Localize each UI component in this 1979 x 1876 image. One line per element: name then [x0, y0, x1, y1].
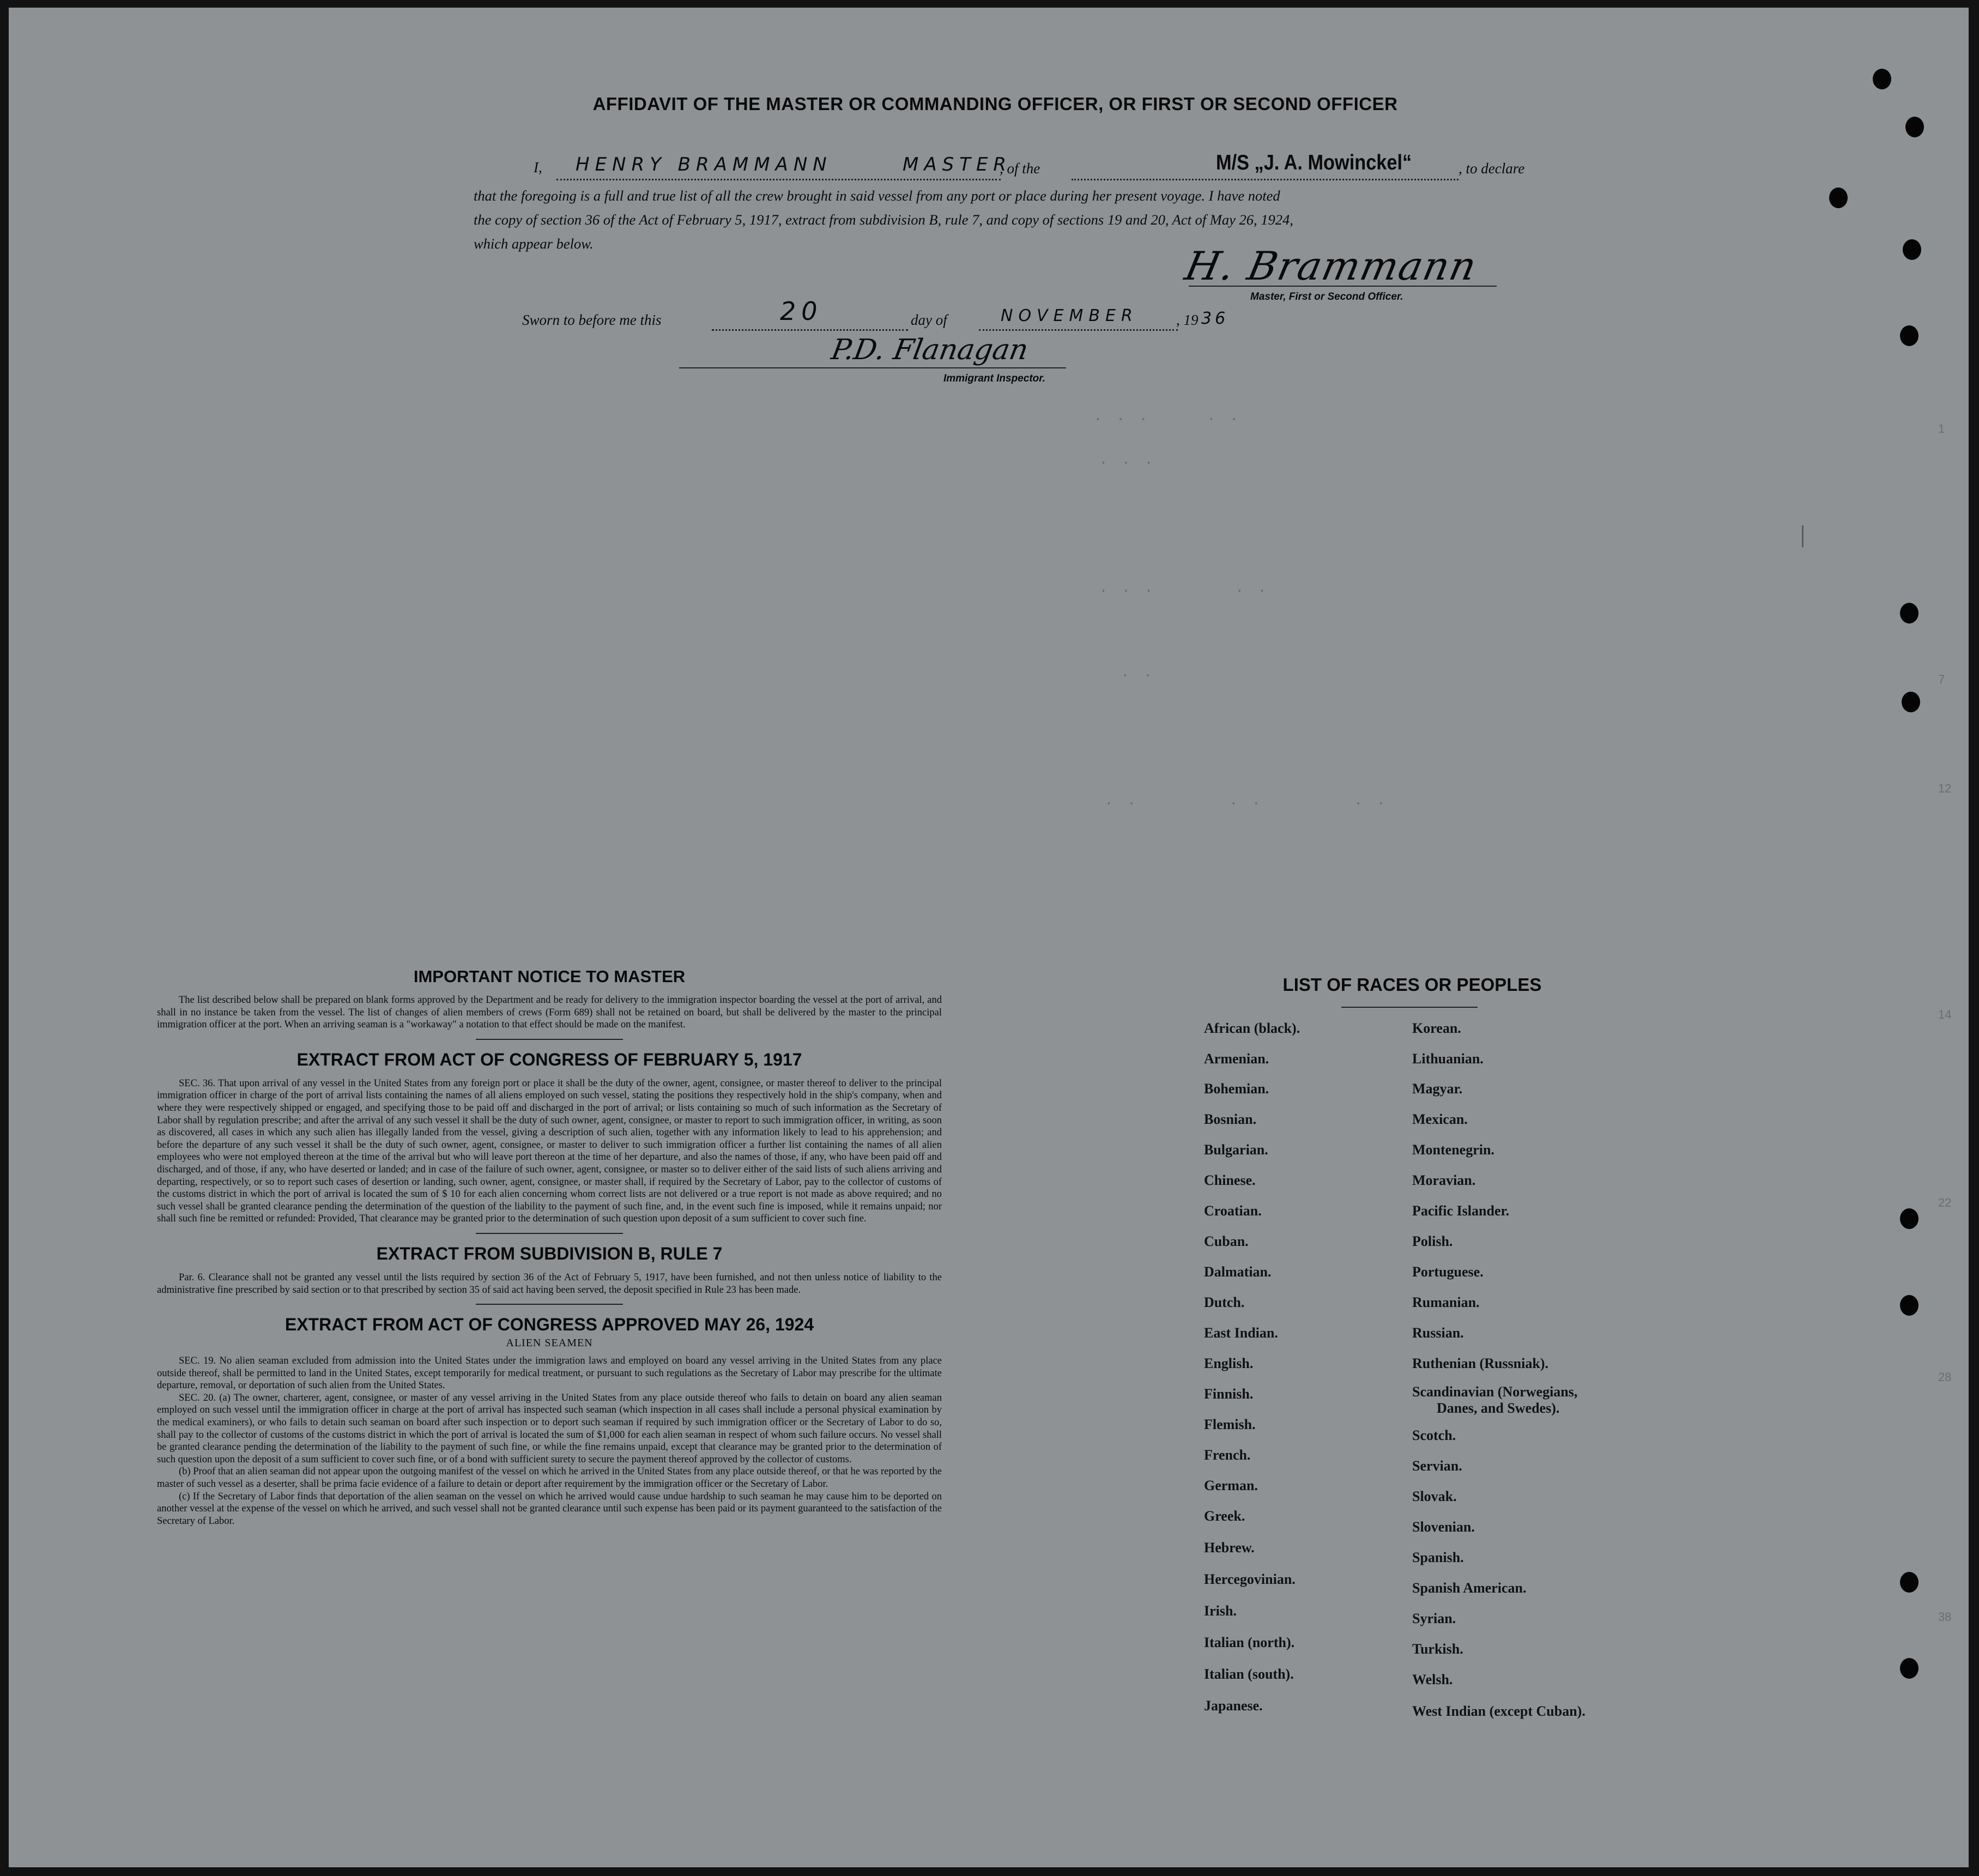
race-item: Finnish. — [1204, 1386, 1254, 1402]
section-19-text: SEC. 19. No alien seaman excluded from admission into the United States under the immigration laws and employed on board any vessel arriving in the United States from any place outside thereof, shall be permitted to land in the United States, except temporarily for medical treatment, or pursuant to such regulations as the Secretary of Labor may prescribe for the ultimate departure, removal, or deportation of such alien from the United States. — [157, 1355, 942, 1391]
day-of-label: day of — [911, 312, 947, 328]
extract-rule7-text: Par. 6. Clearance shall not be granted any vessel until the lists required by section 36 of the Act of February 5, 1917, have been furnished, and not then unless notice of liability to the administrative fine prescribed by said section or to that prescribed by section 35 of said act having been served, the deposit specified in Rule 23 has been made. — [157, 1272, 942, 1296]
race-item: Servian. — [1412, 1458, 1462, 1474]
race-item: African (black). — [1204, 1020, 1300, 1036]
race-item: Slovenian. — [1412, 1519, 1475, 1535]
race-item: Syrian. — [1412, 1611, 1456, 1626]
inspector-signature-line — [679, 367, 1066, 368]
extract-1924-body — [157, 1355, 942, 1527]
sworn-year: 36 — [1201, 309, 1229, 328]
race-item: Lithuanian. — [1412, 1051, 1484, 1067]
race-item: Spanish. — [1412, 1550, 1464, 1565]
race-item: Scotch. — [1412, 1427, 1456, 1443]
master-signature: H. Brammann — [1181, 243, 1481, 289]
sworn-day: 20 — [780, 296, 823, 326]
punch-hole — [1873, 69, 1891, 89]
race-item: Russian. — [1412, 1325, 1464, 1341]
race-item: Scandinavian (Norwegians, — [1412, 1384, 1578, 1400]
extract-1917-body — [157, 1078, 942, 1225]
punch-hole — [1900, 603, 1919, 624]
inspector-caption: Immigrant Inspector. — [943, 373, 1045, 384]
race-item: Hercegovinian. — [1204, 1571, 1296, 1587]
vessel-line — [1072, 179, 1458, 180]
master-caption: Master, First or Second Officer. — [1250, 291, 1403, 302]
race-item: Cuban. — [1204, 1233, 1249, 1249]
race-item: Irish. — [1204, 1603, 1237, 1619]
punch-hole — [1900, 1572, 1919, 1593]
race-item: Polish. — [1412, 1233, 1453, 1249]
affidavit-title: AFFIDAVIT OF THE MASTER OR COMMANDING OFFICER, OR FIRST OR SECOND OFFICER — [592, 94, 1398, 114]
race-item: Croatian. — [1204, 1203, 1262, 1219]
race-item: Armenian. — [1204, 1051, 1269, 1067]
race-item: Flemish. — [1204, 1417, 1256, 1432]
extract-1924-title: EXTRACT FROM ACT OF CONGRESS APPROVED MAY 26, 1924 — [285, 1315, 814, 1335]
race-item: Dutch. — [1204, 1294, 1245, 1310]
punch-hole — [1905, 117, 1924, 137]
punch-hole — [1900, 1295, 1919, 1316]
bleed-through-mark — [1802, 525, 1804, 547]
extract-1917-text: SEC. 36. That upon arrival of any vessel in the United States from any foreign port or place it shall be the duty of the owner, agent, consignee, or master thereof to deliver to the principal immigration officer in charge of the port of arrival lists containing the names of all aliens employed on such vessel, stating the positions they respectively hold in the ship's company, when and where they were respectively shipped or engaged, and specifying those to be paid off and discharged in the port of arrival; or lists containing so much of such information as the Secretary of Labor shall by regulation prescribe; and after the arrival of any such vessel it shall be the duty of such owner, agent, consignee, or master to report to such immigration officer, in writing, as soon as discovered, all cases in which any such alien has illegally landed from the vessel, giving a description of such alien, together with any information likely to lead to his apprehension; and before the departure of any such vessel it shall be the duty of such owner, agent, consignee, or master to deliver to such immigration officer a further list containing the names of all alien employees who were not employed thereon at the time of the arrival but who will leave port thereon at the time of her departure, and also the names of those, if any, who have been paid off and discharged, and of those, if any, who have deserted or landed; and in case of the failure of such owner, agent, consignee, or master so to deliver either of the said lists of such aliens arriving and departing, respectively, or so to report such cases of desertion or landing, such owner, agent, consignee, or master shall, if required by the Secretary of Labor, pay to the collector of customs of the customs district in which the port of arrival is located the sum of $ 10 for each alien concerning whom correct lists are not delivered or a true report is not made as above required; and no such vessel shall be granted clearance pending the determination of the question of the liability to the payment of such fine, and, in the event such fine is imposed, while it remains unpaid; nor shall such fine be remitted or refunded: Provided, That clearance may be granted prior to the determination of such question upon deposit of a sum sufficient to cover such fine. — [157, 1078, 942, 1225]
notice-text: The list described below shall be prepared on blank forms approved by the Department and be ready for delivery to the immigration inspector boarding the vessel at the port of arrival, and shall in no instance be taken from the vessel. The list of changes of alien members of crews (Form 689) shall not be retained on board, but shall be delivered by the master to the principal immigration officer at the port. When an arriving seaman is a "workaway" a notation to that effect should be made on the manifest. — [157, 995, 942, 1031]
race-item: English. — [1204, 1355, 1254, 1371]
vessel-name-stamp: M/S „J. A. Mowinckel“ — [1216, 151, 1412, 174]
punch-hole — [1900, 1658, 1919, 1679]
bleed-through-text: . . . . . — [1093, 408, 1241, 425]
section-20a-text: SEC. 20. (a) The owner, charterer, agent, consignee, or master of any vessel arriving in the United States from any place outside thereof who fails to detain on board any alien seaman employed on such vessel until the immigration officer in charge at the port of arrival has inspected such seaman (which inspection in all cases shall include a personal physical examination by the medical examiners), or who fails to detain such seaman on board after such inspection or to deport such seaman if required by such immigration officer or the Secretary of Labor to do so, shall pay to the collector of customs of the customs district in which the port of arrival is located the sum of $1,000 for each alien seaman in respect of whom such failure occurs. No vessel shall be granted clearance pending the determination of the liability to the payment of such fine, or while the fine remains unpaid, except that clearance may be granted prior to the determination of such question upon the deposit of a sum sufficient to cover such fine, or of a bond with sufficient surety to secure the payment thereof approved by the collector of customs. — [157, 1392, 942, 1465]
races-title: LIST OF RACES OR PEOPLES — [1282, 975, 1542, 995]
divider — [476, 1233, 623, 1234]
punch-hole — [1900, 1208, 1919, 1229]
race-item: German. — [1204, 1478, 1258, 1493]
race-item: Portuguese. — [1412, 1264, 1484, 1280]
punch-hole — [1902, 692, 1920, 712]
race-item: Bulgarian. — [1204, 1142, 1268, 1158]
race-item: Hebrew. — [1204, 1540, 1255, 1556]
race-item: Spanish American. — [1412, 1580, 1527, 1596]
race-item: Korean. — [1412, 1020, 1461, 1036]
notice-title: IMPORTANT NOTICE TO MASTER — [413, 967, 686, 986]
master-name-line — [556, 179, 1001, 180]
sworn-label: Sworn to before me this — [522, 312, 662, 328]
race-item: Slovak. — [1412, 1488, 1457, 1504]
statement-line: which appear below. — [474, 235, 594, 252]
punch-hole — [1900, 325, 1919, 346]
bleed-through-text: . . . — [1099, 452, 1156, 469]
statement-line: that the foregoing is a full and true list of all the crew brought in said vessel from any port or place during her present voyage. I have noted — [474, 187, 1280, 204]
pronoun: I, — [534, 159, 542, 176]
race-item: Bosnian. — [1204, 1111, 1257, 1127]
year-prefix: , 19 — [1176, 312, 1199, 328]
race-item: Pacific Islander. — [1412, 1203, 1510, 1219]
race-item: Moravian. — [1412, 1172, 1476, 1188]
races-divider — [1341, 1007, 1478, 1008]
statement-line: the copy of section 36 of the Act of February 5, 1917, extract from subdivision B, rule 7, and copy of sections 19 and 20, Act of May 26, 1924, — [474, 211, 1293, 228]
race-item: Montenegrin. — [1412, 1142, 1494, 1158]
bleed-through-text: . . . . . — [1099, 580, 1269, 597]
divider — [476, 1304, 623, 1305]
section-20c-text: (c) If the Secretary of Labor finds that deportation of the alien seaman on the vessel on which he arrived would cause undue hardship to such seaman he may cause him to be deported on another vessel at the expense of the vessel on which he arrived, and such vessel shall not be granted clearance until such expense has been paid or its payment guaranteed to the satisfaction of the Secretary of Labor. — [157, 1491, 942, 1527]
race-item: Danes, and Swedes). — [1437, 1400, 1560, 1416]
extract-rule7-title: EXTRACT FROM SUBDIVISION B, RULE 7 — [376, 1243, 723, 1263]
race-item: Italian (north). — [1204, 1635, 1295, 1650]
section-20b-text: (b) Proof that an alien seaman did not appear upon the outgoing manifest of the vessel on which he arrived in the United States from any place outside thereof, or that he was reported by the master of such vessel as a deserter, shall be prima facie evidence of a failure to detain or deport after requirement by the immigration officer or the Secretary of Labor. — [157, 1466, 942, 1490]
race-item: French. — [1204, 1447, 1251, 1463]
punch-hole — [1903, 239, 1921, 260]
race-item: Ruthenian (Russniak). — [1412, 1355, 1548, 1371]
race-item: Bohemian. — [1204, 1081, 1269, 1097]
notice-body — [157, 994, 942, 1031]
bleed-through-text: . . — [1121, 664, 1155, 681]
punch-hole — [1829, 187, 1848, 208]
race-item: Dalmatian. — [1204, 1264, 1272, 1280]
of-the-label: , of the — [1000, 160, 1040, 177]
sworn-day-line — [712, 329, 908, 331]
to-declare-label: , to declare — [1458, 160, 1525, 177]
extract-rule7-body — [157, 1272, 942, 1296]
race-item: Japanese. — [1204, 1698, 1263, 1714]
race-item: Greek. — [1204, 1508, 1245, 1524]
inspector-signature: P.D. Flanagan — [828, 334, 1031, 366]
extract-1917-title: EXTRACT FROM ACT OF CONGRESS OF FEBRUARY 5, 1917 — [296, 1049, 802, 1069]
bleed-through-text: . . . . . . — [1104, 792, 1388, 809]
sworn-month-line — [979, 329, 1178, 331]
race-item: Turkish. — [1412, 1641, 1463, 1657]
extract-1924-subtitle: ALIEN SEAMEN — [506, 1337, 593, 1349]
race-item: Chinese. — [1204, 1172, 1256, 1188]
race-item: Italian (south). — [1204, 1666, 1294, 1682]
master-name-handwritten: HENRY BRAMMANN — [576, 154, 832, 176]
race-item: Rumanian. — [1412, 1294, 1480, 1310]
race-item: East Indian. — [1204, 1325, 1278, 1341]
notices-column — [157, 967, 942, 1527]
race-item: Mexican. — [1412, 1111, 1468, 1127]
race-item: Magyar. — [1412, 1081, 1463, 1097]
sworn-month: NOVEMBER — [1001, 306, 1138, 325]
race-item: Welsh. — [1412, 1672, 1453, 1687]
race-item: West Indian (except Cuban). — [1412, 1703, 1585, 1719]
divider — [476, 1039, 623, 1040]
affidavit-sheet: . . . . . . . . . . . . . . . . . . . . . 1 7 12 14 22 28 38 AFFIDAVIT OF THE MASTER OR COMMANDING OFFICER, OR FIRST OR SECOND OFFICER I, HENRY BRAMMANN MASTER , of the M/S „J. A. Mowinckel“ , to declare that the foregoing is a full and true list of all the crew brought in said vessel from any port or place during her present voyage. I have noted the copy of section 36 of the Act of February 5, 1917, extract from subdivision B, rule 7, and copy of sections 19 and 20, Act of May 26, 1924, which appear below. H. Brammann Master, First or Second Officer. Sworn to before me this 20 day of NOVEMBER , 19 36 P.D. Flanagan Immigrant Inspector. IMPORTANT NOTICE TO MASTER The list described below shall be prepared on blank forms approved by the Department and be ready for delivery to the immigration inspector boarding the vessel at the port of arrival, and shall in no instance be taken from the vessel. The list of changes of alien members of crews (Form 689) shall not be retained on board, but shall be delivered by the master to the principal immigration officer at the port. When an arriving seaman is a "workaway" a notation to that effect should be made on the manifest. EXTRACT FROM ACT OF CONGRESS OF FEBRUARY 5, 1917 SEC. 36. That upon arrival of any vessel in the United States from any foreign port or place it shall be the duty of the owner, agent, consignee, or master thereof to deliver to the principal immigration officer in charge of the port of arrival lists containing the names of all aliens employed on such vessel, stating the positions they respectively hold in the ship's company, when and where they were respectively shipped or engaged, and specifying those to be paid off and discharged in the port of arrival; or lists containing so much of such information as the Secretary of Labor shall by regulation prescribe; and after the arrival of any such vessel it shall be the duty of such owner, agent, consignee, or master to report to such immigration officer, in writing, as soon as discovered, all cases in which any such alien has illegally landed from the vessel, giving a description of such alien, together with any information likely to lead to his apprehension; and before the departure of any such vessel it shall be the duty of such owner, agent, consignee, or master to deliver to such immigration officer a further list containing the names of all alien employees who were not employed thereon at the time of the arrival but who will leave port thereon at the time of her departure, and also the names of those, if any, who have been paid off and discharged, and of those, if any, who have deserted or landed; and in case of the failure of such owner, agent, consignee, or master so to deliver either of the said lists of such aliens arriving and departing, respectively, or so to report such cases of desertion or landing, such owner, agent, consignee, or master shall, if required by the Secretary of Labor, pay to the collector of customs of the customs district in which the port of arrival is located the sum of $ 10 for each alien concerning whom correct lists are not delivered or a true report is not made as above required; and no such vessel shall be granted clearance pending the determination of the question of the liability to the payment of such fine, and, in the event such fine is imposed, while it remains unpaid; nor shall such fine be remitted or refunded: Provided, That clearance may be granted prior to the determination of such question upon deposit of a sum sufficient to cover such fine. EXTRACT FROM SUBDIVISION B, RULE 7 Par. 6. Clearance shall not be granted any vessel until the lists required by section 36 of the Act of February 5, 1917, have been furnished, and not then unless notice of liability to the administrative fine prescribed by said section or to that prescribed by section 35 of said act having been served, the deposit specified in Rule 23 has been made. EXTRACT FROM ACT OF CONGRESS APPROVED MAY 26, 1924 ALIEN SEAMEN SEC. 19. No alien seaman excluded from admission into the United States under the immigration laws and employed on board any vessel arriving in the United States from any place outside thereof, shall be permitted to land in the United States, except temporarily for medical treatment, or pursuant to such regulations as the Secretary of Labor may prescribe for the ultimate departure, removal, or deportation of such alien from the United States. SEC. 20. (a) The owner, charterer, agent, consignee, or master of any vessel arriving in the United States from any place outside thereof who fails to detain on board any alien seaman employed on such vessel until the immigration officer in charge at the port of arrival has inspected such seaman (which inspection in all cases shall include a personal physical examination by the medical examiners), or who fails to detain such seaman on board after such inspection or to deport such seaman if required by such immigration officer or the Secretary of Labor to do so, shall pay to the collector of customs of the customs district in which the port of arrival is located the sum of $1,000 for each alien seaman in respect of whom such failure occurs. No vessel shall be granted clearance pending the determination of the liability to the payment of such fine, or while the fine remains unpaid, except that clearance may be granted prior to the determination of such question upon the deposit of a sum sufficient to cover such fine, or of a bond with sufficient surety to secure the payment thereof approved by the collector of customs. (b) Proof that an alien seaman did not appear upon the outgoing manifest of the vessel on which he arrived in the United States from any place outside thereof, or that he was reported by the master of such vessel as a deserter, shall be prima facie evidence of a failure to detain or deport after requirement by the immigration officer or the Secretary of Labor. (c) If the Secretary of Labor finds that deportation of the alien seaman on the vessel on which he arrived would cause undue hardship to such seaman he may cause him to be deported on another vessel at the expense of the vessel on which he arrived, and such vessel shall not be granted clearance until such expense has been paid or its payment guaranteed to the satisfaction of the Secretary of Labor. LIST OF RACES OR PEOPLES African (black). Armenian. Bohemian. Bosnian. Bulgarian. Chinese. Croatian. Cuban. Dalmatian. Dutch. East Indian. English. Finnish. Flemish. French. German. Greek. Hebrew. Hercegovinian. Irish. Italian (north). Italian (south). Japanese. Korean. Lithuanian. Magyar. Mexican. Montenegrin. Moravian. Pacific Islander. Polish. Portuguese. Rumanian. Russian. Ruthenian (Russniak). Scandinavian (Norwegians, Danes, and Swedes). Scotch. Servian. Slovak. Slovenian. Spanish. Spanish American. Syrian. Turkish. Welsh. West Indian (except Cuban). — [9, 8, 1969, 1867]
rank-handwritten: MASTER — [903, 154, 1012, 176]
